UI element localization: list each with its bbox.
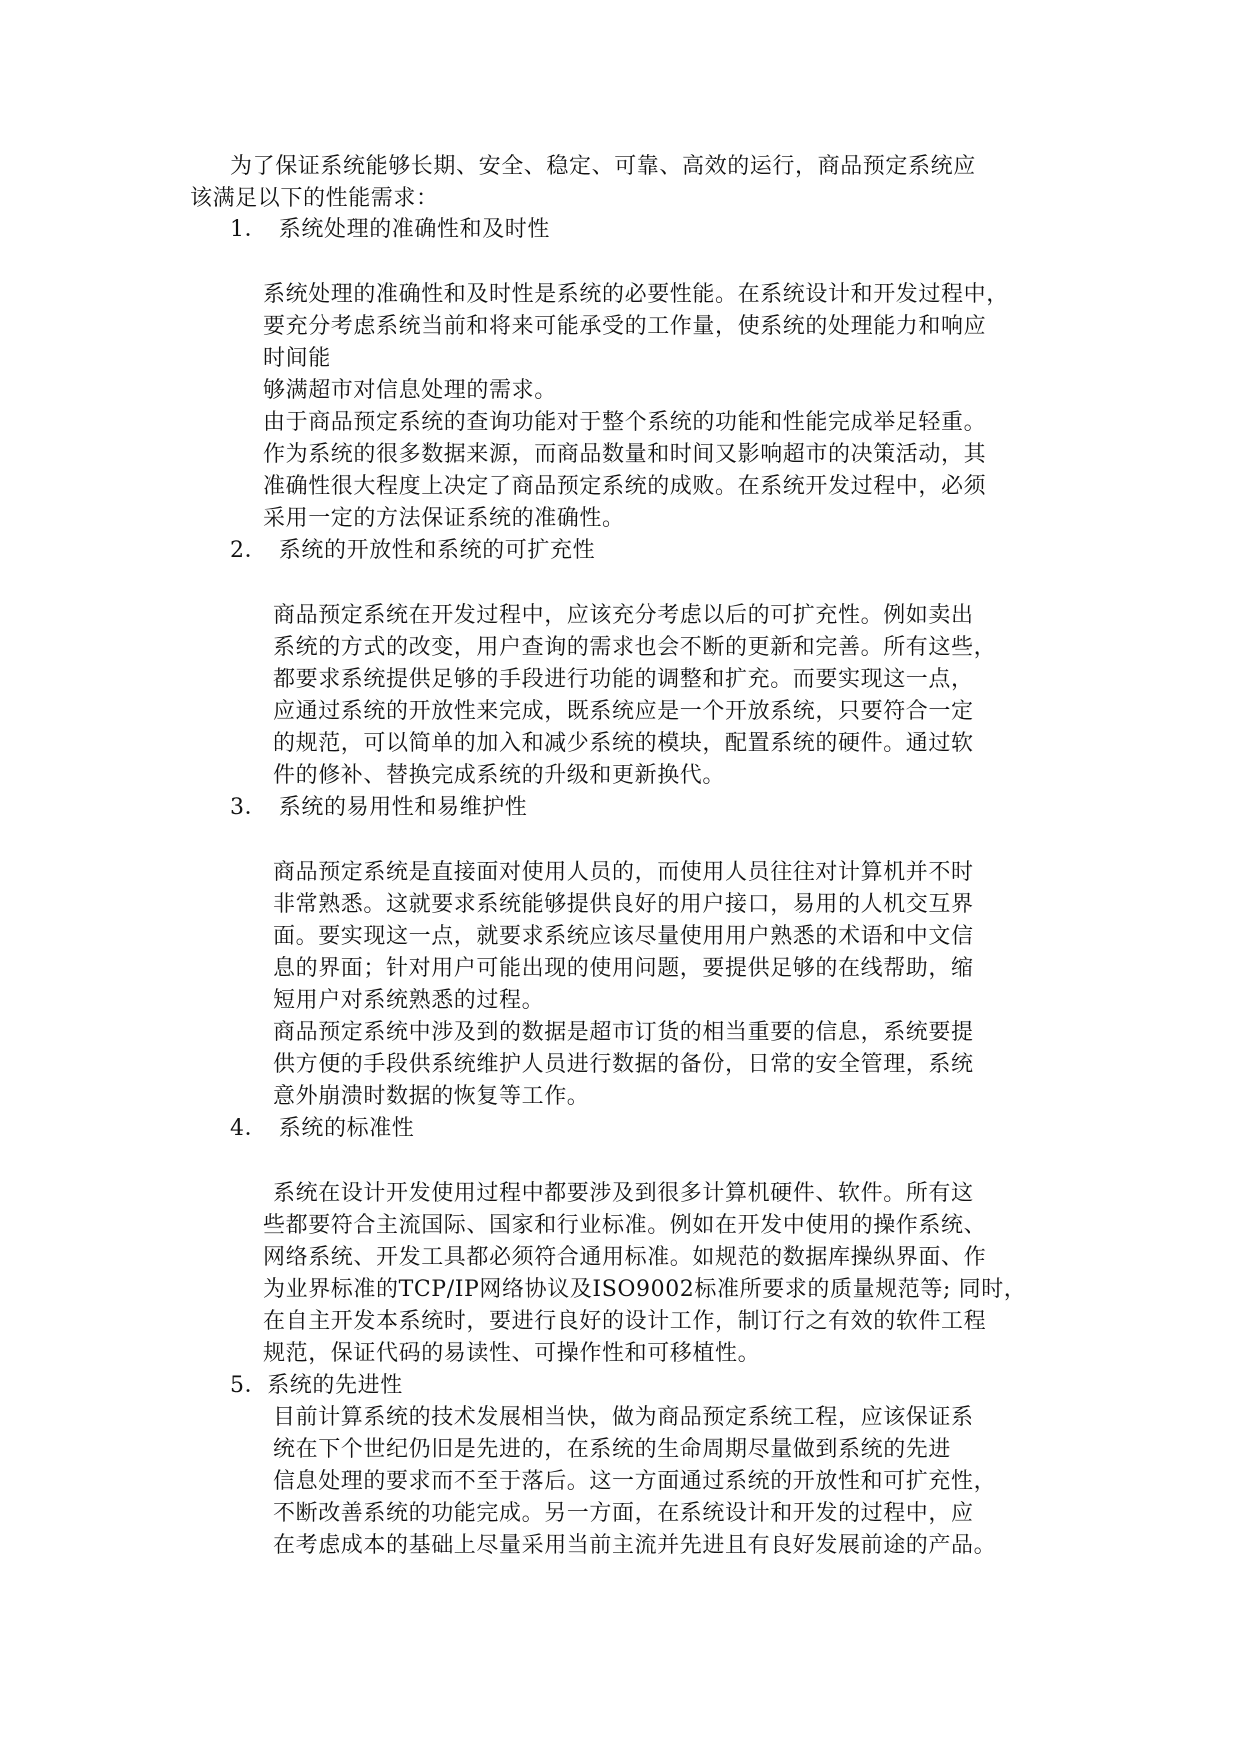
- paragraph-line: 系统的方式的改变，用户查询的需求也会不断的更新和完善。所有这些，: [273, 635, 997, 660]
- intro-line: 为了保证系统能够长期、安全、稳定、可靠、高效的运行，商品预定系统应: [230, 154, 976, 179]
- section-heading: 1． 系统处理的准确性和及时性: [230, 217, 550, 242]
- paragraph-line: 意外崩溃时数据的恢复等工作。: [273, 1084, 590, 1109]
- paragraph-line: 规范，保证代码的易读性、可操作性和可移植性。: [263, 1341, 761, 1366]
- paragraph-line: 商品预定系统中涉及到的数据是超市订货的相当重要的信息，系统要提: [273, 1020, 974, 1045]
- paragraph-line: 统在下个世纪仍旧是先进的，在系统的生命周期尽量做到系统的先进: [273, 1437, 952, 1462]
- section-heading: 3． 系统的易用性和易维护性: [230, 795, 528, 820]
- paragraph-line: 系统处理的准确性和及时性是系统的必要性能。在系统设计和开发过程中，: [263, 282, 1009, 307]
- paragraph-line: 准确性很大程度上决定了商品预定系统的成败。在系统开发过程中，必须: [263, 474, 987, 499]
- paragraph-line: 件的修补、替换完成系统的升级和更新换代。: [273, 763, 726, 788]
- paragraph-line: 息的界面；针对用户可能出现的使用问题，要提供足够的在线帮助，缩: [273, 956, 974, 981]
- section-heading: 4． 系统的标准性: [230, 1116, 415, 1141]
- paragraph-line: 采用一定的方法保证系统的准确性。: [263, 506, 625, 531]
- paragraph-line: 些都要符合主流国际、国家和行业标准。例如在开发中使用的操作系统、: [263, 1213, 987, 1238]
- paragraph-line: 要充分考虑系统当前和将来可能承受的工作量，使系统的处理能力和响应: [263, 314, 987, 339]
- paragraph-line: 供方便的手段供系统维护人员进行数据的备份，日常的安全管理，系统: [273, 1052, 974, 1077]
- paragraph-line: 够满超市对信息处理的需求。: [263, 378, 557, 403]
- paragraph-line: 系统在设计开发使用过程中都要涉及到很多计算机硬件、软件。所有这: [273, 1181, 974, 1206]
- paragraph-line: 不断改善系统的功能完成。另一方面，在系统设计和开发的过程中，应: [273, 1501, 974, 1526]
- section-heading: 5．系统的先进性: [230, 1373, 403, 1398]
- section-heading: 2． 系统的开放性和系统的可扩充性: [230, 538, 596, 563]
- paragraph-line: 目前计算系统的技术发展相当快，做为商品预定系统工程，应该保证系: [273, 1405, 974, 1430]
- paragraph-line: 时间能: [263, 346, 331, 371]
- paragraph-line: 作为系统的很多数据来源，而商品数量和时间又影响超市的决策活动，其: [263, 442, 987, 467]
- paragraph-line: 面。要实现这一点，就要求系统应该尽量使用用户熟悉的术语和中文信: [273, 924, 974, 949]
- paragraph-line: 在自主开发本系统时，要进行良好的设计工作，制订行之有效的软件工程: [263, 1309, 987, 1334]
- paragraph-line: 非常熟悉。这就要求系统能够提供良好的用户接口，易用的人机交互界: [273, 892, 974, 917]
- paragraph-line: 都要求系统提供足够的手段进行功能的调整和扩充。而要实现这一点，: [273, 667, 974, 692]
- paragraph-line: 在考虑成本的基础上尽量采用当前主流并先进且有良好发展前途的产品。: [273, 1533, 997, 1558]
- paragraph-line: 由于商品预定系统的查询功能对于整个系统的功能和性能完成举足轻重。: [263, 410, 987, 435]
- paragraph-line: 商品预定系统在开发过程中，应该充分考虑以后的可扩充性。例如卖出: [273, 603, 974, 628]
- intro-line: 该满足以下的性能需求：: [190, 186, 439, 211]
- paragraph-line: 的规范，可以简单的加入和减少系统的模块，配置系统的硬件。通过软: [273, 731, 974, 756]
- paragraph-line: 短用户对系统熟悉的过程。: [273, 988, 545, 1013]
- paragraph-line: 商品预定系统是直接面对使用人员的，而使用人员往往对计算机并不时: [273, 860, 974, 885]
- paragraph-line: 为业界标准的TCP/IP网络协议及ISO9002标准所要求的质量规范等; 同时，: [263, 1277, 1027, 1302]
- paragraph-line: 应通过系统的开放性来完成，既系统应是一个开放系统，只要符合一定: [273, 699, 974, 724]
- paragraph-line: 信息处理的要求而不至于落后。这一方面通过系统的开放性和可扩充性，: [273, 1469, 997, 1494]
- paragraph-line: 网络系统、开发工具都必须符合通用标准。如规范的数据库操纵界面、作: [263, 1245, 987, 1270]
